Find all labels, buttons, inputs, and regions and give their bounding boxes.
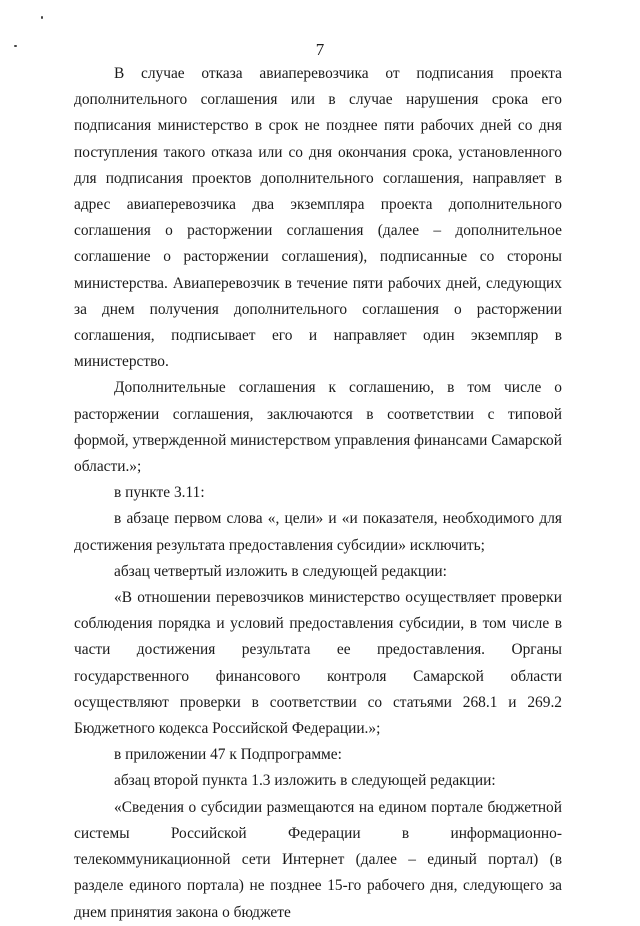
paragraph-additional-agreements: Дополнительные соглашения к соглашению, в том числе о расторжении соглашения, заключаются в соответствии с типовой формой, утвержденной министерством управления финансами Самарской области.»; xyxy=(74,379,562,476)
paragraph-first-subparagraph: в абзаце первом слова «, цели» и «и показателя, необходимого для достижения результата предоставления субсидии» исключить; xyxy=(74,510,562,554)
paragraph-fourth-subparagraph: абзац четвертый изложить в следующей редакции: xyxy=(114,562,447,580)
document-body xyxy=(74,61,562,926)
page-number: 7 xyxy=(315,40,325,59)
paragraph-appendix-47: в приложении 47 к Подпрограмме: xyxy=(114,746,342,764)
scan-speck xyxy=(41,16,43,19)
paragraph-inspections: «В отношении перевозчиков министерство осуществляет проверки соблюдения порядка и условий предоставления субсидии, в том числе в части достижения результата ее предоставления. Органы государственного финансового контроля Самарской области осуществляют проверки в соответствии со статьями 268.1 и 269.2 Бюджетного кодекса Российской Федерации.»; xyxy=(74,589,562,738)
paragraph-subsidy-info: «Сведения о субсидии размещаются на едином портале бюджетной системы Российской Федерации в информационно-телекоммуникационной сети Интернет (далее – единый портал) (в разделе единого портала) не позднее 15-го рабочего дня, следующего за днем принятия закона о бюджете xyxy=(74,798,562,921)
paragraph-clause-1-3: абзац второй пункта 1.3 изложить в следующей редакции: xyxy=(114,772,496,790)
paragraph-clause-3-11: в пункте 3.11: xyxy=(114,484,205,502)
paragraph-refusal: В случае отказа авиаперевозчика от подписания проекта дополнительного соглашения или в случае нарушения срока его подписания министерство в срок не позднее пяти рабочих дней со дня поступления такого отказа или со дня окончания срока, установленного для подписания проектов дополнительного соглашения, направляет в адрес авиаперевозчика два экземпляра проекта дополнительного соглашения о расторжении соглашения (далее – дополнительное соглашение о расторжении соглашения), подписанные со стороны министерства. Авиаперевозчик в течение пяти рабочих дней, следующих за днем получения дополнительного соглашения о расторжении соглашения, подписывает его и направляет один экземпляр в министерство. xyxy=(74,65,562,371)
